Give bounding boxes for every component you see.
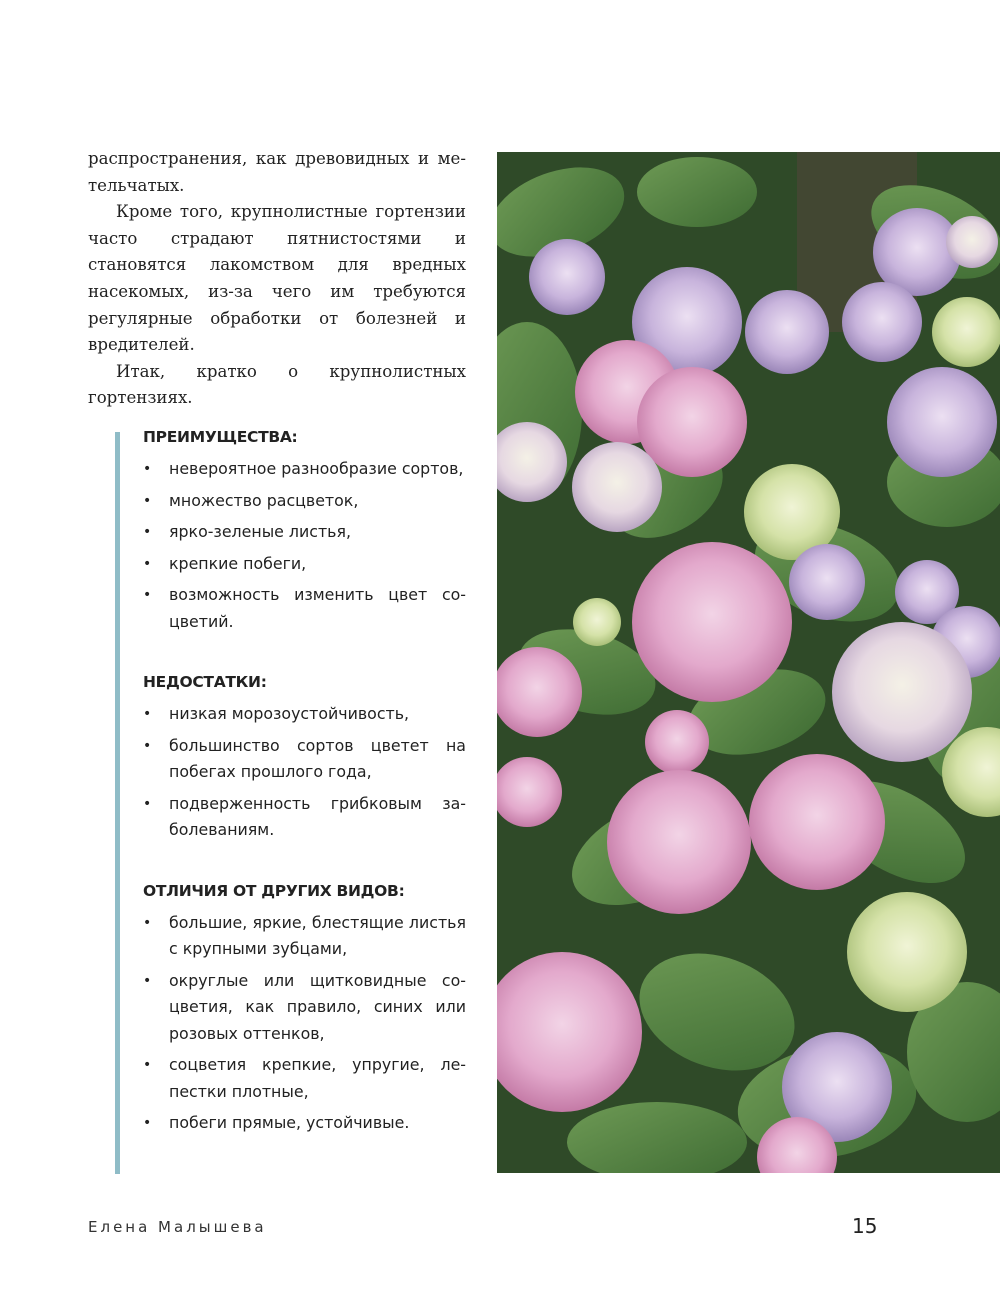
bullet: •: [143, 795, 152, 812]
bullet: •: [143, 914, 152, 931]
bullet: •: [143, 587, 152, 603]
bullet: •: [143, 524, 152, 540]
hydrangea-photo: [497, 152, 1000, 1173]
list-item: • возможность изменить цвет соцветий.: [143, 582, 466, 635]
list-item: • большинство сортов цветет на побегах прошлого года,: [143, 733, 466, 786]
bullet: •: [143, 461, 152, 477]
differences-heading: ОТЛИЧИЯ ОТ ДРУГИХ ВИДОВ:: [143, 881, 405, 900]
hydrangea-illustration: [497, 152, 1000, 1173]
list-item: • ярко-зеленые листья,: [143, 519, 466, 546]
differences-section: [143, 872, 466, 1137]
advantages-list: [143, 456, 466, 635]
footer-author: Елена Малышева: [88, 1218, 267, 1236]
disadvantages-list: [143, 701, 466, 844]
list-item: • подверженность грибковым заболеваниям.: [143, 791, 466, 844]
list-item: • низкая морозоустойчивость,: [143, 701, 466, 728]
paragraph-continuation: распространения, как древовидных и метельчатых.: [88, 149, 466, 195]
paragraph-summary: Итак, кратко о крупнолистных гортензиях.: [88, 361, 466, 408]
list-item: • округлые или щитковидные соцветия, как правило, синих или розовых оттенков,: [143, 968, 466, 1048]
list-item: • соцветия крепкие, упругие, лепестки плотные,: [143, 1052, 466, 1105]
disadvantages-heading: НЕДОСТАТКИ:: [143, 673, 267, 691]
list-item: • большие, яркие, блестящие листья с крупными зубцами,: [143, 910, 466, 963]
bullet: •: [143, 706, 152, 722]
bullet: •: [143, 737, 152, 754]
page-number: 15: [852, 1214, 878, 1238]
bullet: •: [143, 492, 152, 509]
bullet: •: [143, 972, 152, 989]
list-item: • крепкие побеги,: [143, 551, 466, 578]
list-item: • невероятное разнообразие сортов,: [143, 456, 466, 483]
list-item: • побеги прямые, устойчивые.: [143, 1110, 466, 1137]
bullet: •: [143, 555, 152, 572]
disadvantages-section: [143, 663, 466, 844]
bullet: •: [143, 1057, 152, 1073]
differences-list: [143, 910, 466, 1137]
advantages-section: [143, 418, 466, 635]
summary-lists: [143, 418, 466, 1165]
accent-bar: [115, 432, 120, 1174]
list-item: • множество расцветок,: [143, 488, 466, 515]
paragraph-diseases: Кроме того, крупнолистные гортензии часто страдают пятнистостями и становятся лакомством для вредных насекомых, из-за чего им требуются регулярные обработки от болезней и вредителей.: [88, 202, 466, 355]
bullet: •: [143, 1115, 152, 1131]
body-text: [88, 146, 466, 412]
advantages-heading: ПРЕИМУЩЕСТВА:: [143, 428, 298, 446]
